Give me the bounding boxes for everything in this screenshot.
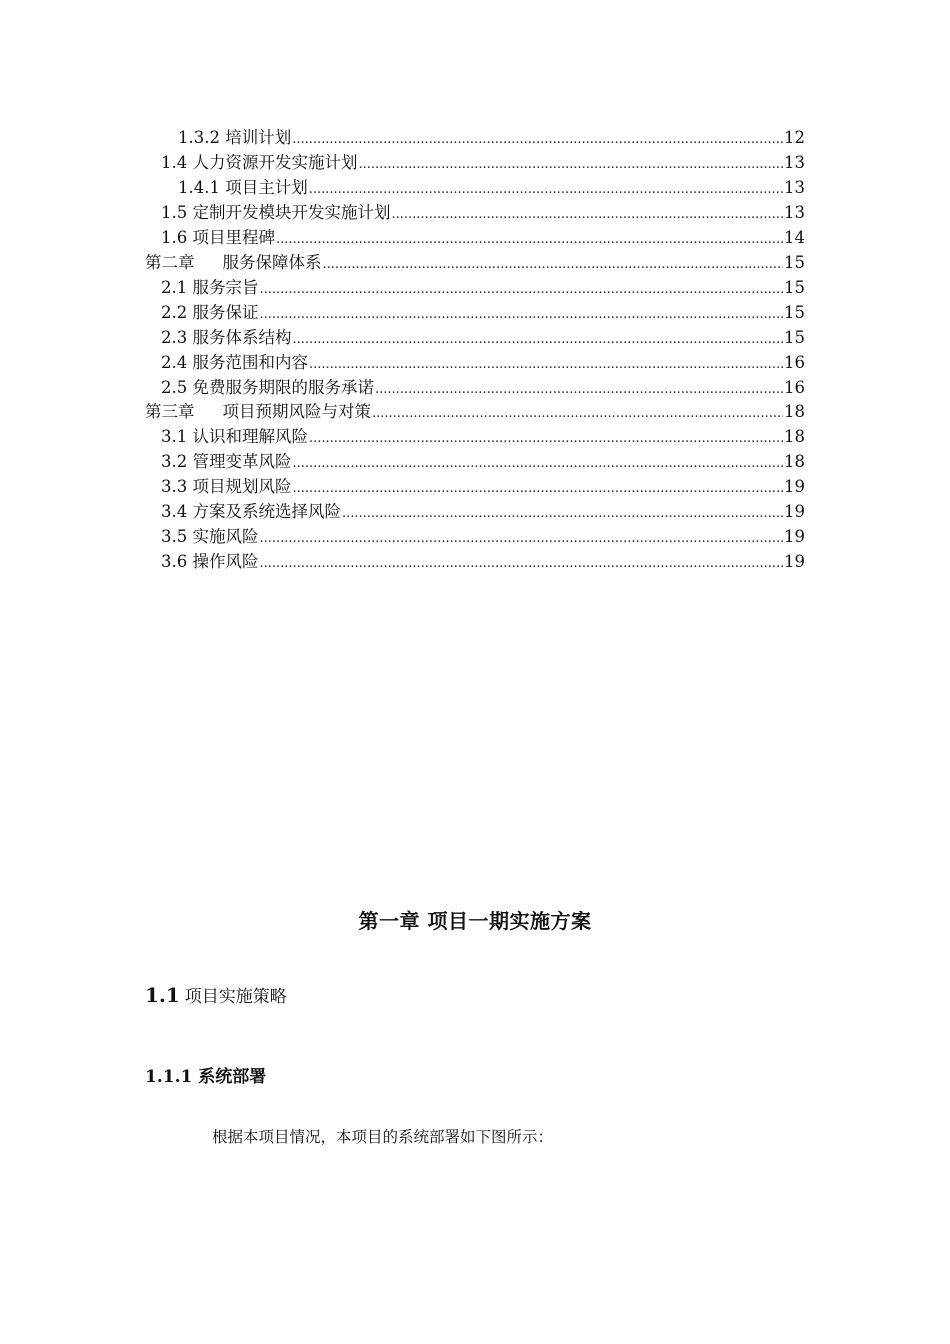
toc-leader-dots (293, 328, 784, 352)
toc-chapter-name: 项目预期风险与对策 (222, 402, 371, 421)
toc-leader-dots (260, 303, 784, 327)
toc-leader-dots (260, 527, 784, 551)
section-heading (145, 982, 287, 1007)
toc-entry-label: 3.2 管理变革风险 (161, 452, 292, 471)
toc-page-number: 19 (784, 552, 805, 571)
toc-leader-dots (292, 128, 783, 152)
toc-entry[interactable] (161, 500, 805, 524)
toc-leader-dots (309, 427, 783, 451)
toc-entry-label: 2.4 服务范围和内容 (161, 353, 308, 372)
toc-entry-label: 3.6 操作风险 (161, 552, 259, 571)
chapter-heading: 第一章 项目一期实施方案 (358, 909, 592, 933)
toc-page-number: 15 (784, 253, 805, 272)
toc-entry-label: 1.6 项目里程碑 (161, 228, 275, 247)
toc-entry-label: 3.3 项目规划风险 (161, 477, 292, 496)
toc-leader-dots (375, 378, 783, 402)
toc-page-number: 18 (784, 427, 805, 446)
toc-page-number: 13 (784, 203, 805, 222)
toc-entry[interactable] (178, 126, 805, 150)
toc-entry-label: 2.5 免费服务期限的服务承诺 (161, 378, 374, 397)
toc-page-number: 19 (784, 477, 805, 496)
toc-entry-label: 3.4 方案及系统选择风险 (161, 502, 341, 521)
toc-leader-dots (293, 477, 784, 501)
toc-entry[interactable] (161, 351, 805, 375)
toc-entry[interactable] (161, 550, 805, 574)
toc-page-number: 12 (784, 128, 805, 147)
toc-leader-dots (309, 353, 783, 377)
toc-entry[interactable] (178, 176, 805, 200)
toc-chapter-name: 服务保障体系 (222, 253, 322, 272)
toc-entry-label: 3.5 实施风险 (161, 527, 259, 546)
toc-leader-dots (293, 452, 784, 476)
toc-page-number: 18 (784, 452, 805, 471)
toc-page-number: 16 (784, 353, 805, 372)
toc-entry-label: 1.4 人力资源开发实施计划 (161, 153, 358, 172)
toc-entry-chapter[interactable] (145, 251, 805, 275)
toc-entry-label: 1.3.2 培训计划 (178, 128, 292, 147)
toc-entry-label: 2.3 服务体系结构 (161, 328, 292, 347)
toc-entry[interactable] (161, 450, 805, 474)
toc-entry[interactable] (161, 201, 805, 225)
toc-entry-label (145, 400, 371, 424)
toc-leader-dots (342, 502, 783, 526)
toc-entry-label (145, 251, 322, 275)
toc-entry-label: 2.2 服务保证 (161, 303, 259, 322)
toc-entry[interactable] (161, 301, 805, 325)
section-number: 1.1 (145, 983, 180, 1007)
toc-entry[interactable] (161, 226, 805, 250)
toc-entry-label: 1.5 定制开发模块开发实施计划 (161, 203, 391, 222)
toc-leader-dots (309, 178, 783, 202)
toc-page-number: 13 (784, 153, 805, 172)
toc-page-number: 15 (784, 278, 805, 297)
toc-leader-dots (260, 552, 784, 576)
toc-page-number: 14 (784, 228, 805, 247)
toc-entry-chapter[interactable] (145, 400, 805, 424)
toc-entry[interactable] (161, 475, 805, 499)
toc-leader-dots (260, 278, 784, 302)
toc-page-number: 15 (784, 303, 805, 322)
toc-leader-dots (359, 153, 784, 177)
section-heading-text: 项目实施策略 (184, 987, 287, 1007)
toc-page-number: 15 (784, 328, 805, 347)
toc-leader-dots (323, 253, 784, 277)
toc-page-number: 19 (784, 527, 805, 546)
toc-leader-dots (372, 402, 783, 426)
body-paragraph: 根据本项目情况，本项目的系统部署如下图所示： (212, 1128, 554, 1146)
toc-entry-label: 2.1 服务宗旨 (161, 278, 259, 297)
toc-chapter-number: 第二章 (145, 253, 195, 272)
toc-entry-label: 1.4.1 项目主计划 (178, 178, 308, 197)
toc-chapter-number: 第三章 (145, 402, 195, 421)
toc-leader-dots (276, 228, 783, 252)
toc-page-number: 16 (784, 378, 805, 397)
toc-entry[interactable] (161, 425, 805, 449)
toc-entry[interactable] (161, 525, 805, 549)
toc-entry-label: 3.1 认识和理解风险 (161, 427, 308, 446)
subsection-heading: 1.1.1 系统部署 (145, 1067, 267, 1087)
toc-page-number: 13 (784, 178, 805, 197)
toc-leader-dots (392, 203, 784, 227)
toc-entry[interactable] (161, 276, 805, 300)
toc-entry[interactable] (161, 326, 805, 350)
toc-entry[interactable] (161, 151, 805, 175)
toc-entry[interactable] (161, 376, 805, 400)
toc-page-number: 19 (784, 502, 805, 521)
toc-page-number: 18 (784, 402, 805, 421)
